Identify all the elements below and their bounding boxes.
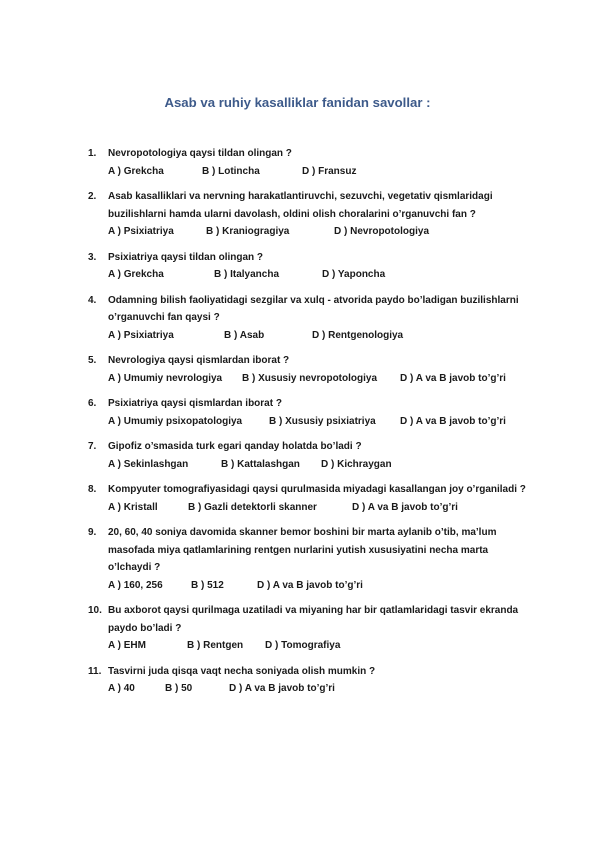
answer-options: [108, 456, 528, 474]
question-text: Gipofiz o’smasida turk egari qanday holatda bo’ladi ?: [108, 441, 362, 452]
question-item: [88, 292, 528, 345]
question-text: Psixiatriya qaysi qismlardan iborat ?: [108, 398, 282, 409]
question-text: Psixiatriya qaysi tildan olingan ?: [108, 251, 264, 263]
answer-option-b: B ) Kraniogragiya: [206, 226, 290, 237]
question-text: Nevropotologiya qaysi tildan olingan ?: [108, 148, 292, 159]
question-item: [88, 524, 528, 594]
answer-option-b: B ) 50: [165, 683, 193, 694]
question-number: 3.: [88, 251, 97, 263]
answer-option-b: B ) 512: [191, 579, 224, 591]
question-number: 6.: [88, 398, 97, 409]
answer-option-b: B ) Italyancha: [214, 269, 280, 280]
question-number: 7.: [88, 441, 97, 452]
question-text: Odamning bilish faoliyatidagi sezgilar va xulq - atvorida paydo bo’ladigan buzilishlarni o’rganuvchi fan qaysi ?: [108, 294, 519, 323]
answer-option-b: B ) Kattalashgan: [221, 458, 300, 470]
question-number: 4.: [88, 294, 97, 306]
answer-option-a: A ) Kristall: [108, 501, 158, 513]
answer-option-a: A ) Grekcha: [108, 269, 164, 280]
answer-option-b: B ) Gazli detektorli skanner: [188, 501, 317, 513]
question-number: 8.: [88, 484, 97, 495]
answer-option-a: A ) Psixiatriya: [108, 226, 174, 237]
answer-option-b: B ) Xususiy nevropotologiya: [242, 372, 378, 384]
answer-options: [108, 370, 528, 388]
question-text: Nevrologiya qaysi qismlardan iborat ?: [108, 355, 290, 366]
answer-options: [108, 577, 528, 595]
answer-options: [108, 163, 528, 181]
question-item: [88, 145, 528, 180]
answer-option-b: B ) Xususiy psixiatriya: [269, 415, 376, 427]
answer-option-d: D ) Kichraygan: [321, 458, 392, 470]
answer-option-b: B ) Rentgen: [187, 640, 244, 651]
answer-option-a: A ) Umumiy nevrologiya: [108, 372, 223, 384]
answer-options: [108, 637, 528, 655]
answer-option-a: A ) Sekinlashgan: [108, 458, 189, 470]
answer-option-d: D ) A va B javob to’g’ri: [229, 683, 335, 694]
answer-option-a: A ) Psixiatriya: [108, 329, 174, 341]
question-item: [88, 352, 528, 387]
question-text: Asab kasalliklari va nervning harakatlantiruvchi, sezuvchi, vegetativ qismlaridagi buzilishlarni hamda ularni davolash, oldini olish choralarini o’rganuvchi fan ?: [108, 191, 493, 220]
answer-options: [108, 266, 528, 284]
question-number: 1.: [88, 148, 97, 159]
answer-option-b: B ) Asab: [224, 329, 265, 341]
question-item: [88, 438, 528, 473]
question-item: [88, 395, 528, 430]
answer-option-d: D ) A va B javob to’g’ri: [400, 415, 506, 427]
answer-option-d: D ) Yaponcha: [322, 269, 386, 280]
answer-option-a: A ) 40: [108, 683, 135, 694]
question-text: Kompyuter tomografiyasidagi qaysi qurulmasida miyadagi kasallangan joy o’rganiladi ?: [108, 484, 526, 495]
question-text: 20, 60, 40 soniya davomida skanner bemor boshini bir marta aylanib o’tib, ma’lum masofada miya qatlamlarining rentgen nurlarini yutish xususiyatini necha marta o’lchaydi ?: [108, 527, 497, 573]
answer-option-b: B ) Lotincha: [202, 165, 260, 177]
answer-option-a: A ) 160, 256: [108, 579, 163, 591]
answer-option-d: D ) A va B javob to’g’ri: [400, 372, 506, 384]
question-item: [88, 249, 528, 284]
question-item: [88, 188, 528, 241]
answer-options: [108, 499, 528, 517]
question-number: 10.: [88, 605, 102, 616]
answer-option-d: D ) A va B javob to’g’ri: [352, 501, 458, 513]
question-list: [88, 145, 528, 706]
answer-options: [108, 413, 528, 431]
answer-options: [108, 680, 528, 698]
answer-options: [108, 327, 528, 345]
question-item: [88, 602, 528, 655]
answer-option-d: D ) Fransuz: [302, 165, 357, 177]
question-number: 5.: [88, 355, 97, 366]
answer-option-d: D ) Tomografiya: [265, 640, 341, 651]
answer-option-a: A ) Grekcha: [108, 165, 164, 177]
answer-option-a: A ) Umumiy psixopatologiya: [108, 415, 243, 427]
page-title: Asab va ruhiy kasalliklar fanidan savollar :: [164, 95, 431, 110]
answer-option-d: D ) Rentgenologiya: [312, 329, 404, 341]
answer-options: [108, 223, 528, 241]
question-item: [88, 663, 528, 698]
question-text: Bu axborot qaysi qurilmaga uzatiladi va miyaning har bir qatlamlaridagi tasvir ekranda paydo bo’ladi ?: [108, 605, 519, 634]
question-text: Tasvirni juda qisqa vaqt necha soniyada olish mumkin ?: [108, 665, 376, 677]
answer-option-d: D ) A va B javob to’g’ri: [257, 579, 363, 591]
question-number: 2.: [88, 191, 97, 202]
question-item: [88, 481, 528, 516]
question-number: 9.: [88, 527, 97, 538]
question-number: 11.: [88, 665, 102, 677]
answer-option-d: D ) Nevropotologiya: [334, 226, 430, 237]
answer-option-a: A ) EHM: [108, 640, 146, 651]
